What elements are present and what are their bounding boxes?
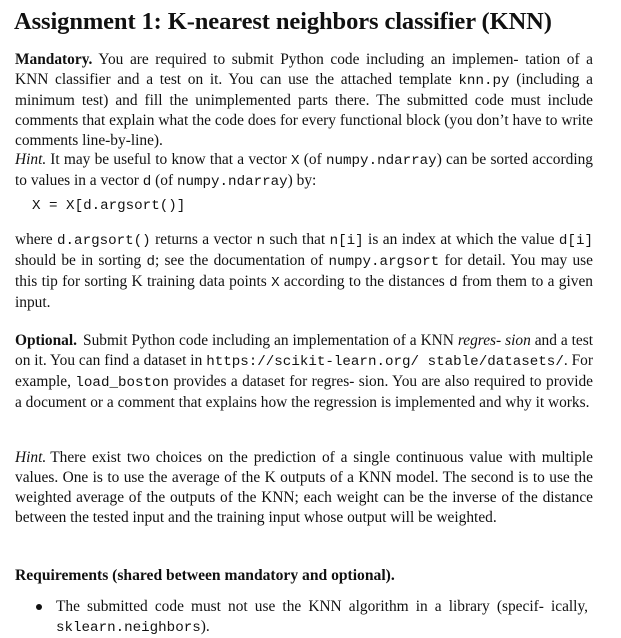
hint-paragraph-2 (15, 448, 593, 528)
where-text-9: from them to a given input. (15, 273, 593, 311)
hint1-text-1: It may be useful to know that a vector (50, 151, 292, 168)
where-text-2: returns a vector (150, 231, 257, 248)
dataset-url: https://scikit-learn.org/ stable/datasets/ (206, 354, 564, 370)
code-n-index: n[i] (329, 233, 364, 249)
bullet-dot-icon (36, 604, 42, 610)
where-text-4: is an index at which the value (363, 231, 559, 248)
requirement-text (56, 597, 588, 638)
mandatory-label: Mandatory. (15, 51, 93, 68)
mandatory-text-1: You are required to submit Python code including an implemen- tation of a KNN classifier and a test on it. You can use the attached template (15, 51, 593, 88)
optional-text-4: provides a dataset for regres- sion. You are also required to provide a document or a comment that explains how the regression is implemented and why it works. (15, 373, 594, 411)
where-text-6: ; see the documentation of (154, 252, 329, 269)
page-title: Assignment 1: K-nearest neighbors classifier (KNN) (14, 8, 552, 35)
hint2-text: There exist two choices on the prediction of a single continuous value with multiple values. One is to use the average of the K outputs of a KNN model. The second is to use the weighted average of the outputs of the KNN; each weight can be the inverse of the distance between the tested input and the training input whose output will be weighted. (15, 449, 593, 526)
mandatory-paragraph (15, 50, 593, 151)
code-var-n: n (256, 233, 265, 249)
hint-paragraph-1 (15, 150, 593, 192)
where-text-5: should be in sorting (15, 252, 147, 269)
code-snippet: X = X[d.argsort()] (32, 198, 186, 214)
requirement-text-1: The submitted code must not use the KNN algorithm in a library (specif- ically, (56, 598, 588, 615)
code-var-x-2: X (271, 275, 280, 291)
where-paragraph (15, 230, 593, 313)
code-var-d-2: d (146, 254, 155, 270)
code-numpy-argsort: numpy.argsort (328, 254, 440, 270)
where-text-1: where (15, 231, 58, 248)
code-var-d: d (142, 174, 152, 190)
optional-text-1: Submit Python code including an implementation of a KNN (83, 332, 458, 349)
code-load-boston: load_boston (75, 375, 170, 391)
hint1-text-3: ) can be sorted according to values in a vector (15, 151, 593, 189)
optional-label: Optional. (15, 332, 78, 349)
where-text-3: such that (264, 231, 330, 248)
where-text-7: for detail. You may use this tip for sorting K training data points (15, 252, 593, 290)
code-d-index: d[i] (558, 233, 593, 249)
hint-label-2: Hint. (15, 449, 47, 466)
hint1-text-5: ) by: (287, 172, 317, 189)
hint1-text-2: (of (299, 151, 326, 168)
mandatory-text-2: (including a minimum test) and fill the unimplemented parts there. The submitted code must include comments that explain what the code does for every functional block (you don’t have to write comments line-by-line). (15, 71, 593, 149)
where-text-8: according to the distances (279, 273, 450, 290)
hint1-text-4: (of (151, 172, 177, 189)
template-filename: knn.py (458, 73, 510, 89)
code-sklearn-neighbors: sklearn.neighbors (56, 620, 201, 636)
code-var-d-3: d (449, 275, 458, 291)
optional-text-2: and a test on it. You can find a dataset in (15, 332, 594, 369)
requirement-text-2: ). (200, 618, 210, 635)
hint-label-1: Hint. (15, 151, 47, 168)
code-type-ndarray-1: numpy.ndarray (326, 153, 437, 169)
code-var-x: X (291, 153, 300, 169)
optional-text-3: . For example, (15, 352, 593, 390)
code-type-ndarray-2: numpy.ndarray (176, 174, 288, 190)
optional-paragraph (15, 331, 593, 413)
requirements-heading: Requirements (shared between mandatory and optional). (15, 567, 395, 584)
code-argsort-call: d.argsort() (57, 233, 151, 249)
optional-emphasis: regres- sion (457, 332, 531, 349)
